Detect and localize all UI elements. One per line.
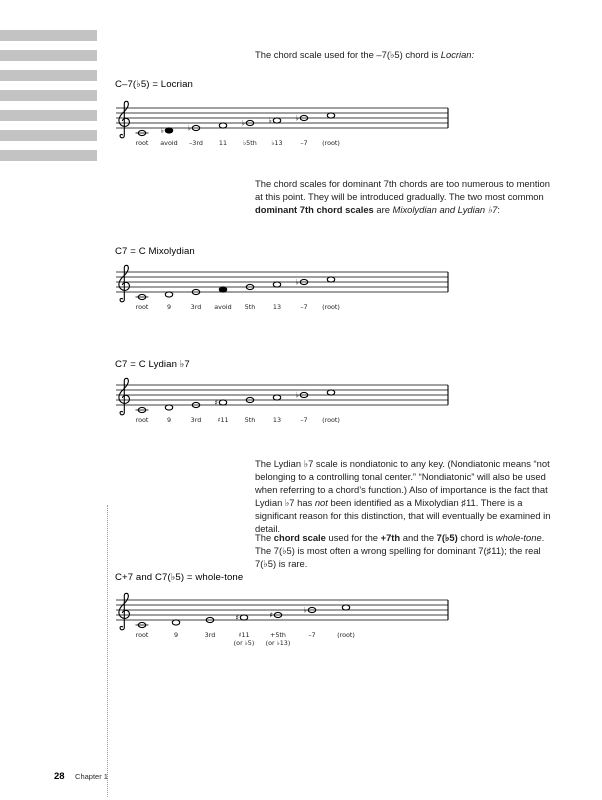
heading-whole-tone: C+7 and C7(♭5) = whole-tone xyxy=(115,572,244,583)
whole-note xyxy=(240,615,247,620)
page-number: 28 xyxy=(54,771,65,782)
text-segment: and the xyxy=(400,532,437,543)
text-segment: The chord scale used for the –7(♭5) chord is xyxy=(255,49,441,60)
text-segment: +7th xyxy=(380,532,401,543)
stripe-bar xyxy=(0,130,97,141)
text-segment: are xyxy=(373,204,393,215)
note-label: –7 xyxy=(300,303,308,311)
note-label: 3rd xyxy=(190,416,202,424)
text-segment: The xyxy=(255,532,274,543)
note-label: avoid xyxy=(160,139,178,147)
treble-clef-icon xyxy=(119,378,130,415)
text-segment: not xyxy=(314,497,328,508)
note-label: avoid xyxy=(214,303,232,311)
note-label: 3rd xyxy=(190,303,202,311)
text-segment: Mixolydian and Lydian ♭7 xyxy=(392,204,498,215)
flat-accidental: ♭ xyxy=(241,118,245,128)
note-label: 5th xyxy=(244,303,256,311)
treble-clef-icon xyxy=(119,593,130,630)
whole-note xyxy=(342,605,349,610)
heading-mixolydian: C7 = C Mixolydian xyxy=(115,246,195,257)
staff-mixolydian xyxy=(112,260,452,324)
stripe-bar xyxy=(0,70,97,81)
note-sublabel: (or ♭13) xyxy=(265,639,291,647)
whole-note xyxy=(165,292,172,297)
note-label: (root) xyxy=(322,139,340,147)
paragraph-intro-locrian xyxy=(255,48,558,61)
note-label: 13 xyxy=(272,303,282,311)
note-label: root xyxy=(135,303,149,311)
flat-accidental: ♭ xyxy=(295,390,299,400)
text-segment: The chord scales for dominant 7th chords are too numerous to mention at this point. They will be introduced gradually. The two most common xyxy=(255,178,550,202)
stripe-bar xyxy=(0,50,97,61)
flat-accidental: ♭ xyxy=(295,113,299,123)
note-label: root xyxy=(135,631,149,639)
note-label: +5th xyxy=(270,631,286,639)
whole-note xyxy=(327,390,334,395)
note-label: (root) xyxy=(322,303,340,311)
staff-lines xyxy=(116,108,448,128)
note-label: ♭13 xyxy=(271,139,283,147)
whole-note xyxy=(219,123,226,128)
staff-lines xyxy=(116,385,448,408)
whole-note xyxy=(219,400,226,405)
note-label: –7 xyxy=(300,139,308,147)
whole-note xyxy=(327,113,334,118)
text-segment: The Lydian ♭7 scale is nondiatonic to any key. (Nondiatonic means “not belonging to a controlling tonal center.” “Nondiatonic” will also be used when referring to a chord’s function.) Also of importance is the fact that Lydian ♭7 has xyxy=(255,458,550,508)
staff-lydian-b7 xyxy=(112,373,452,437)
text-segment: . The 7(♭5) is most often a wrong spelling for dominant 7(♯11); the real 7(♭5) is rare. xyxy=(255,532,545,569)
text-segment: Locrian: xyxy=(440,49,475,60)
margin-dotted-rule xyxy=(107,505,108,797)
note-sublabel: (or ♭5) xyxy=(233,639,255,647)
note-label: –3rd xyxy=(189,139,203,147)
flat-accidental: ♭ xyxy=(160,126,164,136)
note-label: (root) xyxy=(322,416,340,424)
sharp-accidental: ♯ xyxy=(235,613,240,623)
text-segment: 7(♭5) xyxy=(436,532,458,543)
note-label: (root) xyxy=(337,631,355,639)
whole-note xyxy=(273,118,280,123)
staff-lines xyxy=(116,272,448,292)
note-label: 9 xyxy=(166,416,172,424)
note-label: 11 xyxy=(218,139,228,147)
treble-clef-icon xyxy=(119,265,130,302)
stripe-bar xyxy=(0,90,97,101)
note-label: root xyxy=(135,416,149,424)
whole-note xyxy=(273,282,280,287)
note-label: 5th xyxy=(244,416,256,424)
stripe-bar xyxy=(0,110,97,121)
note-label: ♭5th xyxy=(243,139,257,147)
staff-lines xyxy=(116,600,448,623)
paragraph-dominant-intro xyxy=(255,177,558,216)
avoid-note xyxy=(165,128,172,133)
whole-note xyxy=(165,405,172,410)
text-segment: whole-tone xyxy=(495,532,542,543)
staff-locrian xyxy=(112,96,452,160)
note-label: root xyxy=(135,139,149,147)
note-label: ♯11 xyxy=(217,416,229,424)
flat-accidental: ♭ xyxy=(187,123,191,133)
stripe-bar xyxy=(0,150,97,161)
flat-accidental: ♭ xyxy=(268,116,272,126)
note-label: –7 xyxy=(300,416,308,424)
staff-whole-tone xyxy=(112,588,452,652)
flat-accidental: ♭ xyxy=(295,277,299,287)
text-segment: dominant 7th chord scales xyxy=(255,204,374,215)
whole-note xyxy=(172,620,179,625)
heading-lydian-b7: C7 = C Lydian ♭7 xyxy=(115,359,190,370)
whole-note xyxy=(273,395,280,400)
paragraph-whole-tone-note xyxy=(255,531,558,570)
chapter-label: Chapter 1 xyxy=(75,772,108,781)
page-footer xyxy=(54,766,108,784)
text-segment: used for the xyxy=(325,532,381,543)
note-label: 9 xyxy=(166,303,172,311)
note-label: ♯11 xyxy=(238,631,250,639)
text-segment: : xyxy=(497,204,500,215)
note-label: 13 xyxy=(272,416,282,424)
avoid-note xyxy=(219,287,226,292)
sharp-accidental: ♯ xyxy=(269,610,274,620)
heading-locrian: C–7(♭5) = Locrian xyxy=(115,79,193,90)
note-label: 9 xyxy=(173,631,179,639)
treble-clef-icon xyxy=(119,101,130,138)
note-label: 3rd xyxy=(204,631,216,639)
text-segment: been identified as a Mixolydian ♯11. There is a significant reason for this distinction, that will eventually be examined in detail. xyxy=(255,497,551,534)
sharp-accidental: ♯ xyxy=(214,398,219,408)
text-segment: chord scale xyxy=(273,532,326,543)
flat-accidental: ♭ xyxy=(303,605,307,615)
paragraph-lydian-note xyxy=(255,457,558,535)
stripe-bar xyxy=(0,30,97,41)
note-label: –7 xyxy=(308,631,316,639)
whole-note xyxy=(327,277,334,282)
text-segment: chord is xyxy=(457,532,496,543)
